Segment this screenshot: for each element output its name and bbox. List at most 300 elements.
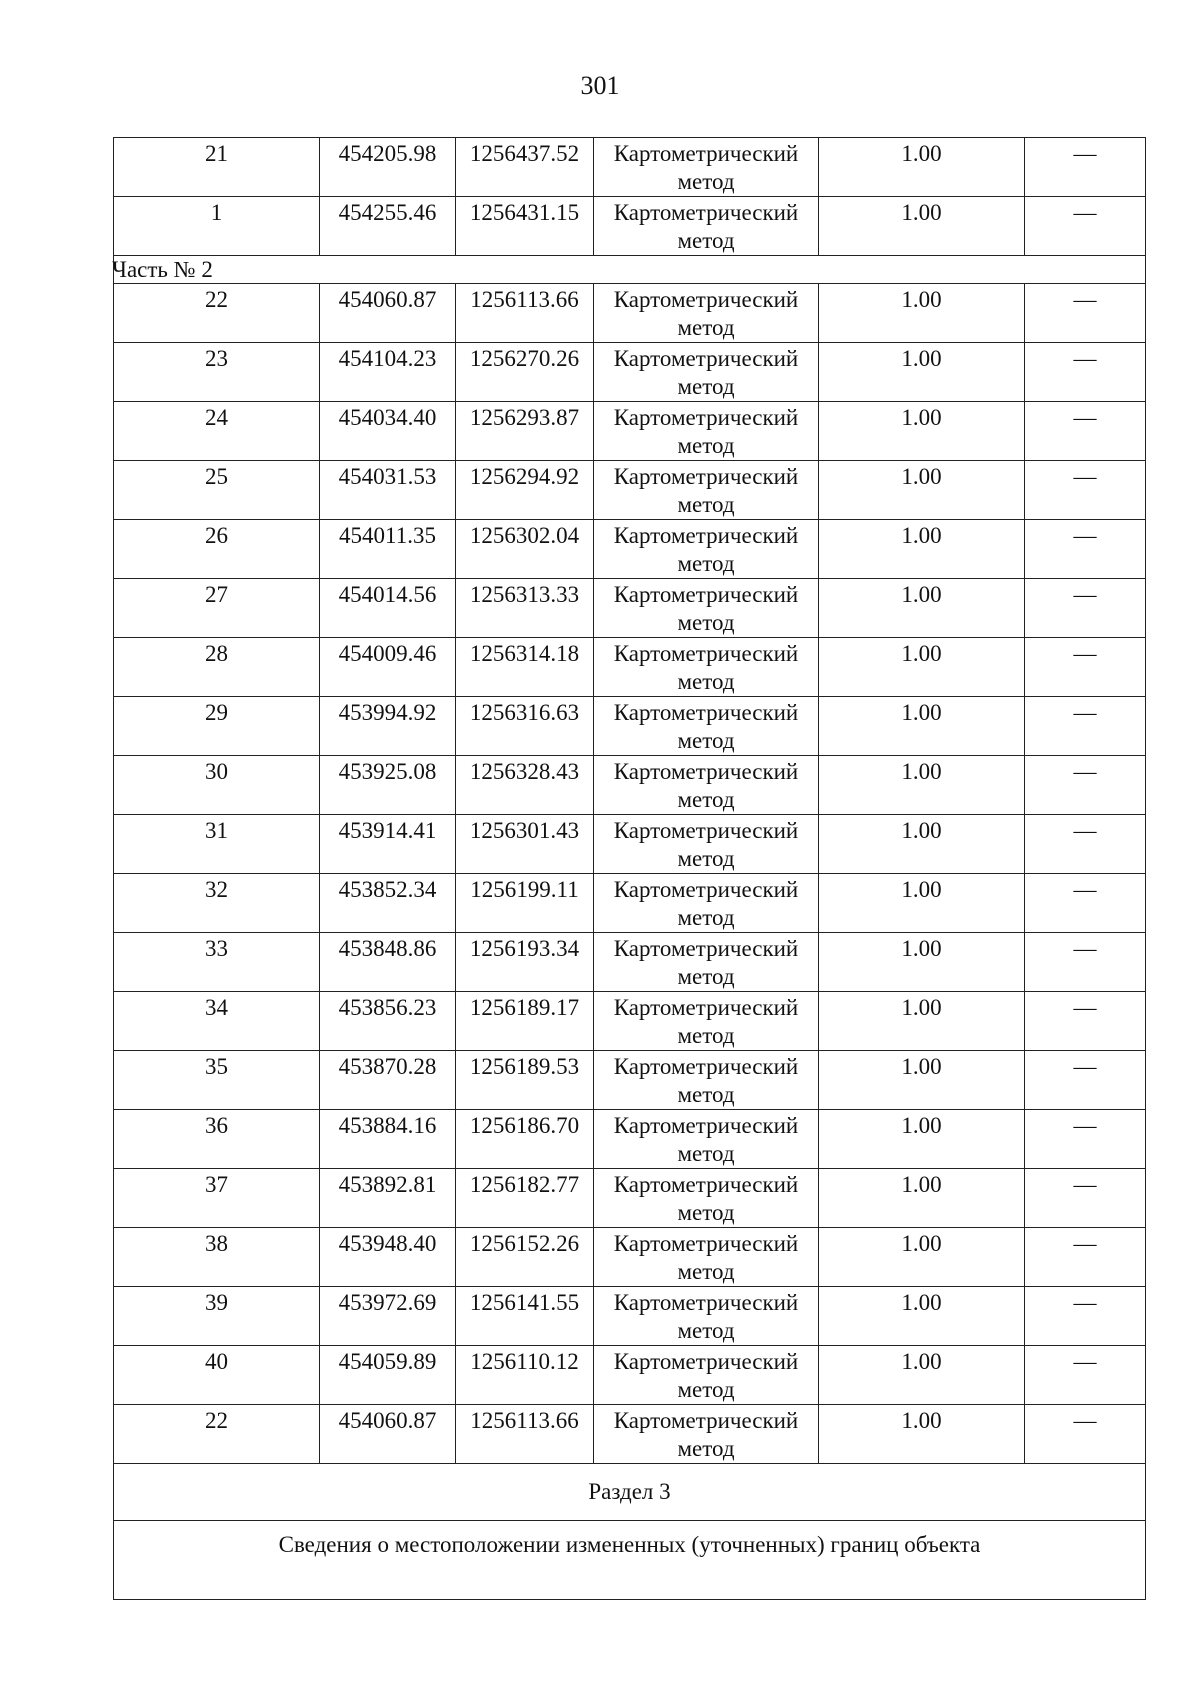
point-number-text: 30 (205, 759, 228, 784)
note-cell (1025, 1405, 1146, 1464)
note-cell (1025, 520, 1146, 579)
y-coordinate-text: 1256152.26 (469, 1231, 580, 1256)
method-cell (594, 638, 819, 697)
y-coordinate-cell (456, 697, 594, 756)
y-coordinate-cell (456, 520, 594, 579)
x-coordinate-text: 453925.08 (338, 759, 437, 784)
accuracy-text: 1.00 (901, 1408, 942, 1433)
accuracy-text: 1.00 (901, 346, 942, 371)
y-coordinate-text: 1256182.77 (469, 1172, 580, 1197)
x-coordinate-cell (320, 1405, 456, 1464)
table-row (114, 756, 1146, 815)
accuracy-text: 1.00 (901, 141, 942, 166)
method-cell (594, 1051, 819, 1110)
method-cell (594, 197, 819, 256)
accuracy-text: 1.00 (901, 200, 942, 225)
note-cell (1025, 197, 1146, 256)
note-cell (1025, 815, 1146, 874)
method-cell (594, 1110, 819, 1169)
note-text: — (1073, 759, 1097, 784)
accuracy-cell (819, 402, 1025, 461)
x-coordinate-cell (320, 697, 456, 756)
x-coordinate-cell (320, 402, 456, 461)
x-coordinate-text: 453892.81 (338, 1172, 437, 1197)
table-row (114, 874, 1146, 933)
note-text: — (1073, 641, 1097, 666)
y-coordinate-text: 1256110.12 (470, 1349, 579, 1374)
note-cell (1025, 1169, 1146, 1228)
point-number-text: 39 (205, 1290, 228, 1315)
y-coordinate-cell (456, 992, 594, 1051)
accuracy-text: 1.00 (901, 405, 942, 430)
x-coordinate-cell (320, 1110, 456, 1169)
x-coordinate-cell (320, 343, 456, 402)
note-text: — (1073, 700, 1097, 725)
y-coordinate-text: 1256199.11 (470, 877, 579, 902)
section-subtitle-cell (114, 1521, 1146, 1600)
note-cell (1025, 874, 1146, 933)
y-coordinate-text: 1256313.33 (469, 582, 580, 607)
x-coordinate-text: 454014.56 (338, 582, 437, 607)
accuracy-cell (819, 461, 1025, 520)
point-number-text: 24 (205, 405, 228, 430)
method-text: Картометрический метод (613, 877, 799, 930)
note-cell (1025, 1110, 1146, 1169)
y-coordinate-cell (456, 874, 594, 933)
accuracy-cell (819, 1169, 1025, 1228)
method-text: Картометрический метод (613, 759, 799, 812)
x-coordinate-text: 453914.41 (338, 818, 437, 843)
note-cell (1025, 579, 1146, 638)
x-coordinate-text: 453948.40 (338, 1231, 437, 1256)
accuracy-cell (819, 1051, 1025, 1110)
point-number-text: 31 (205, 818, 228, 843)
note-text: — (1073, 1172, 1097, 1197)
point-number-text: 32 (205, 877, 228, 902)
x-coordinate-cell (320, 520, 456, 579)
table-row (114, 343, 1146, 402)
method-cell (594, 1169, 819, 1228)
x-coordinate-cell (320, 1051, 456, 1110)
y-coordinate-text: 1256328.43 (469, 759, 580, 784)
point-number-text: 27 (205, 582, 228, 607)
note-cell (1025, 697, 1146, 756)
note-cell (1025, 756, 1146, 815)
method-cell (594, 579, 819, 638)
table-row (114, 1346, 1146, 1405)
x-coordinate-text: 454060.87 (338, 1408, 437, 1433)
note-text: — (1073, 1113, 1097, 1138)
method-text: Картометрический метод (613, 1054, 799, 1107)
accuracy-cell (819, 1287, 1025, 1346)
y-coordinate-text: 1256314.18 (469, 641, 580, 666)
accuracy-text: 1.00 (901, 995, 942, 1020)
accuracy-text: 1.00 (901, 523, 942, 548)
accuracy-cell (819, 284, 1025, 343)
accuracy-text: 1.00 (901, 1231, 942, 1256)
table-row (114, 697, 1146, 756)
y-coordinate-cell (456, 138, 594, 197)
note-text: — (1073, 464, 1097, 489)
accuracy-cell (819, 756, 1025, 815)
note-cell (1025, 1228, 1146, 1287)
point-number-text: 22 (205, 287, 228, 312)
table-row (114, 992, 1146, 1051)
point-number-cell (114, 579, 320, 638)
point-number-cell (114, 461, 320, 520)
point-number-cell (114, 1228, 320, 1287)
point-number-cell (114, 815, 320, 874)
method-cell (594, 1228, 819, 1287)
note-text: — (1073, 287, 1097, 312)
note-cell (1025, 461, 1146, 520)
y-coordinate-text: 1256141.55 (469, 1290, 580, 1315)
table-row (114, 402, 1146, 461)
table-row (114, 520, 1146, 579)
table-row (114, 1110, 1146, 1169)
y-coordinate-text: 1256316.63 (469, 700, 580, 725)
method-text: Картометрический метод (613, 200, 799, 253)
method-text: Картометрический метод (613, 582, 799, 635)
table-row (114, 933, 1146, 992)
x-coordinate-text: 453884.16 (338, 1113, 437, 1138)
y-coordinate-cell (456, 933, 594, 992)
x-coordinate-cell (320, 638, 456, 697)
y-coordinate-text: 1256437.52 (469, 141, 580, 166)
accuracy-cell (819, 874, 1025, 933)
method-cell (594, 756, 819, 815)
accuracy-cell (819, 1405, 1025, 1464)
y-coordinate-text: 1256189.53 (469, 1054, 580, 1079)
accuracy-cell (819, 992, 1025, 1051)
method-text: Картометрический метод (613, 995, 799, 1048)
method-cell (594, 992, 819, 1051)
method-text: Картометрический метод (613, 700, 799, 753)
point-number-text: 37 (205, 1172, 228, 1197)
accuracy-cell (819, 1110, 1025, 1169)
table-row (114, 579, 1146, 638)
point-number-text: 40 (205, 1349, 228, 1374)
accuracy-cell (819, 638, 1025, 697)
note-text: — (1073, 405, 1097, 430)
part-label-cell (114, 256, 1146, 284)
point-number-cell (114, 874, 320, 933)
x-coordinate-cell (320, 933, 456, 992)
method-cell (594, 1346, 819, 1405)
method-text: Картометрический метод (613, 405, 799, 458)
table-row (114, 197, 1146, 256)
accuracy-cell (819, 933, 1025, 992)
note-cell (1025, 1051, 1146, 1110)
y-coordinate-cell (456, 1169, 594, 1228)
method-text: Картометрический метод (613, 464, 799, 517)
point-number-cell (114, 933, 320, 992)
point-number-cell (114, 697, 320, 756)
y-coordinate-text: 1256193.34 (469, 936, 580, 961)
note-text: — (1073, 346, 1097, 371)
method-cell (594, 697, 819, 756)
x-coordinate-cell (320, 461, 456, 520)
accuracy-text: 1.00 (901, 287, 942, 312)
point-number-text: 34 (205, 995, 228, 1020)
method-cell (594, 520, 819, 579)
x-coordinate-cell (320, 1287, 456, 1346)
point-number-cell (114, 197, 320, 256)
y-coordinate-cell (456, 1287, 594, 1346)
method-text: Картометрический метод (613, 346, 799, 399)
accuracy-cell (819, 197, 1025, 256)
y-coordinate-text: 1256113.66 (470, 1408, 579, 1433)
point-number-text: 35 (205, 1054, 228, 1079)
note-cell (1025, 284, 1146, 343)
method-cell (594, 402, 819, 461)
accuracy-text: 1.00 (901, 700, 942, 725)
x-coordinate-text: 454031.53 (338, 464, 437, 489)
x-coordinate-text: 454034.40 (338, 405, 437, 430)
accuracy-cell (819, 1346, 1025, 1405)
x-coordinate-text: 453856.23 (338, 995, 437, 1020)
point-number-text: 36 (205, 1113, 228, 1138)
y-coordinate-cell (456, 343, 594, 402)
table-row (114, 138, 1146, 197)
y-coordinate-text: 1256431.15 (469, 200, 580, 225)
x-coordinate-text: 453848.86 (338, 936, 437, 961)
y-coordinate-cell (456, 197, 594, 256)
note-text: — (1073, 1349, 1097, 1374)
x-coordinate-text: 454011.35 (339, 523, 436, 548)
y-coordinate-cell (456, 284, 594, 343)
y-coordinate-cell (456, 402, 594, 461)
x-coordinate-cell (320, 197, 456, 256)
method-text: Картометрический метод (613, 818, 799, 871)
note-cell (1025, 638, 1146, 697)
x-coordinate-text: 454060.87 (338, 287, 437, 312)
y-coordinate-cell (456, 638, 594, 697)
accuracy-cell (819, 138, 1025, 197)
x-coordinate-text: 454205.98 (338, 141, 437, 166)
y-coordinate-cell (456, 815, 594, 874)
x-coordinate-text: 453852.34 (338, 877, 437, 902)
x-coordinate-cell (320, 284, 456, 343)
note-text: — (1073, 877, 1097, 902)
point-number-cell (114, 520, 320, 579)
table-row (114, 1287, 1146, 1346)
point-number-cell (114, 1169, 320, 1228)
x-coordinate-cell (320, 756, 456, 815)
x-coordinate-text: 453994.92 (338, 700, 437, 725)
accuracy-text: 1.00 (901, 936, 942, 961)
y-coordinate-text: 1256293.87 (469, 405, 580, 430)
table-row (114, 1169, 1146, 1228)
note-text: — (1073, 1290, 1097, 1315)
section-subtitle-row (114, 1521, 1146, 1600)
note-cell (1025, 343, 1146, 402)
accuracy-text: 1.00 (901, 1054, 942, 1079)
point-number-text: 29 (205, 700, 228, 725)
accuracy-text: 1.00 (901, 759, 942, 784)
accuracy-cell (819, 520, 1025, 579)
accuracy-text: 1.00 (901, 464, 942, 489)
note-cell (1025, 1346, 1146, 1405)
accuracy-text: 1.00 (901, 582, 942, 607)
point-number-cell (114, 343, 320, 402)
table-row (114, 1228, 1146, 1287)
point-number-cell (114, 1287, 320, 1346)
y-coordinate-cell (456, 756, 594, 815)
x-coordinate-text: 454059.89 (338, 1349, 437, 1374)
y-coordinate-text: 1256189.17 (469, 995, 580, 1020)
y-coordinate-cell (456, 1051, 594, 1110)
note-cell (1025, 1287, 1146, 1346)
note-cell (1025, 402, 1146, 461)
note-text: — (1073, 1054, 1097, 1079)
point-number-text: 23 (205, 346, 228, 371)
point-number-cell (114, 284, 320, 343)
method-cell (594, 1405, 819, 1464)
note-text: — (1073, 936, 1097, 961)
x-coordinate-cell (320, 815, 456, 874)
x-coordinate-text: 453972.69 (338, 1290, 437, 1315)
point-number-text: 33 (205, 936, 228, 961)
note-cell (1025, 992, 1146, 1051)
point-number-cell (114, 756, 320, 815)
accuracy-cell (819, 1228, 1025, 1287)
method-text: Картометрический метод (613, 1408, 799, 1461)
note-text: — (1073, 995, 1097, 1020)
table-row (114, 815, 1146, 874)
accuracy-cell (819, 697, 1025, 756)
point-number-text: 21 (205, 141, 228, 166)
section-title: Раздел 3 (114, 1464, 1146, 1521)
method-cell (594, 138, 819, 197)
note-text: — (1073, 582, 1097, 607)
point-number-cell (114, 638, 320, 697)
y-coordinate-cell (456, 461, 594, 520)
method-text: Картометрический метод (613, 287, 799, 340)
method-text: Картометрический метод (613, 1290, 799, 1343)
y-coordinate-text: 1256270.26 (469, 346, 580, 371)
rows-after (114, 284, 1146, 1464)
y-coordinate-text: 1256294.92 (469, 464, 580, 489)
x-coordinate-text: 454104.23 (338, 346, 437, 371)
method-cell (594, 1287, 819, 1346)
point-number-text: 26 (205, 523, 228, 548)
coordinates-table (113, 137, 1146, 1600)
note-text: — (1073, 818, 1097, 843)
method-text: Картометрический метод (613, 523, 799, 576)
table-row (114, 1051, 1146, 1110)
method-cell (594, 874, 819, 933)
x-coordinate-text: 454255.46 (338, 200, 437, 225)
y-coordinate-cell (456, 579, 594, 638)
method-cell (594, 284, 819, 343)
method-cell (594, 815, 819, 874)
part-header (114, 256, 1146, 284)
table-row (114, 1405, 1146, 1464)
page-number: 301 (580, 71, 620, 100)
table-row (114, 638, 1146, 697)
point-number-text: 28 (205, 641, 228, 666)
section-subtitle: Сведения о местоположении измененных (уточненных) границ объекта (278, 1532, 981, 1557)
accuracy-text: 1.00 (901, 641, 942, 666)
point-number-text: 38 (205, 1231, 228, 1256)
method-cell (594, 343, 819, 402)
point-number-text: 1 (210, 200, 223, 225)
point-number-cell (114, 1051, 320, 1110)
y-coordinate-text: 1256302.04 (469, 523, 580, 548)
part-row (114, 256, 1146, 284)
point-number-text: 25 (205, 464, 228, 489)
accuracy-text: 1.00 (901, 1113, 942, 1138)
method-text: Картометрический метод (613, 1172, 799, 1225)
accuracy-text: 1.00 (901, 818, 942, 843)
accuracy-text: 1.00 (901, 1290, 942, 1315)
y-coordinate-cell (456, 1228, 594, 1287)
y-coordinate-text: 1256301.43 (469, 818, 580, 843)
point-number-cell (114, 138, 320, 197)
y-coordinate-text: 1256186.70 (469, 1113, 580, 1138)
note-cell (1025, 933, 1146, 992)
y-coordinate-cell (456, 1110, 594, 1169)
x-coordinate-cell (320, 579, 456, 638)
note-text: — (1073, 141, 1097, 166)
table-row (114, 461, 1146, 520)
x-coordinate-text: 454009.46 (338, 641, 437, 666)
x-coordinate-cell (320, 1169, 456, 1228)
method-cell (594, 461, 819, 520)
accuracy-cell (819, 343, 1025, 402)
section-row (114, 1464, 1146, 1521)
x-coordinate-text: 453870.28 (338, 1054, 437, 1079)
point-number-text: 22 (205, 1408, 228, 1433)
method-text: Картометрический метод (613, 641, 799, 694)
x-coordinate-cell (320, 138, 456, 197)
section-footer (114, 1464, 1146, 1600)
method-text: Картометрический метод (613, 1113, 799, 1166)
accuracy-text: 1.00 (901, 1349, 942, 1374)
note-cell (1025, 138, 1146, 197)
point-number-cell (114, 1110, 320, 1169)
y-coordinate-text: 1256113.66 (470, 287, 579, 312)
table-row (114, 284, 1146, 343)
method-text: Картометрический метод (613, 1349, 799, 1402)
x-coordinate-cell (320, 1228, 456, 1287)
method-cell (594, 933, 819, 992)
point-number-cell (114, 1405, 320, 1464)
part-label: Часть № 2 (112, 257, 213, 282)
accuracy-cell (819, 815, 1025, 874)
accuracy-cell (819, 579, 1025, 638)
note-text: — (1073, 523, 1097, 548)
accuracy-text: 1.00 (901, 877, 942, 902)
note-text: — (1073, 200, 1097, 225)
rows-before (114, 138, 1146, 256)
method-text: Картометрический метод (613, 936, 799, 989)
note-text: — (1073, 1231, 1097, 1256)
x-coordinate-cell (320, 992, 456, 1051)
method-text: Картометрический метод (613, 141, 799, 194)
method-text: Картометрический метод (613, 1231, 799, 1284)
y-coordinate-cell (456, 1405, 594, 1464)
x-coordinate-cell (320, 874, 456, 933)
y-coordinate-cell (456, 1346, 594, 1405)
note-text: — (1073, 1408, 1097, 1433)
accuracy-text: 1.00 (901, 1172, 942, 1197)
point-number-cell (114, 1346, 320, 1405)
point-number-cell (114, 402, 320, 461)
point-number-cell (114, 992, 320, 1051)
x-coordinate-cell (320, 1346, 456, 1405)
